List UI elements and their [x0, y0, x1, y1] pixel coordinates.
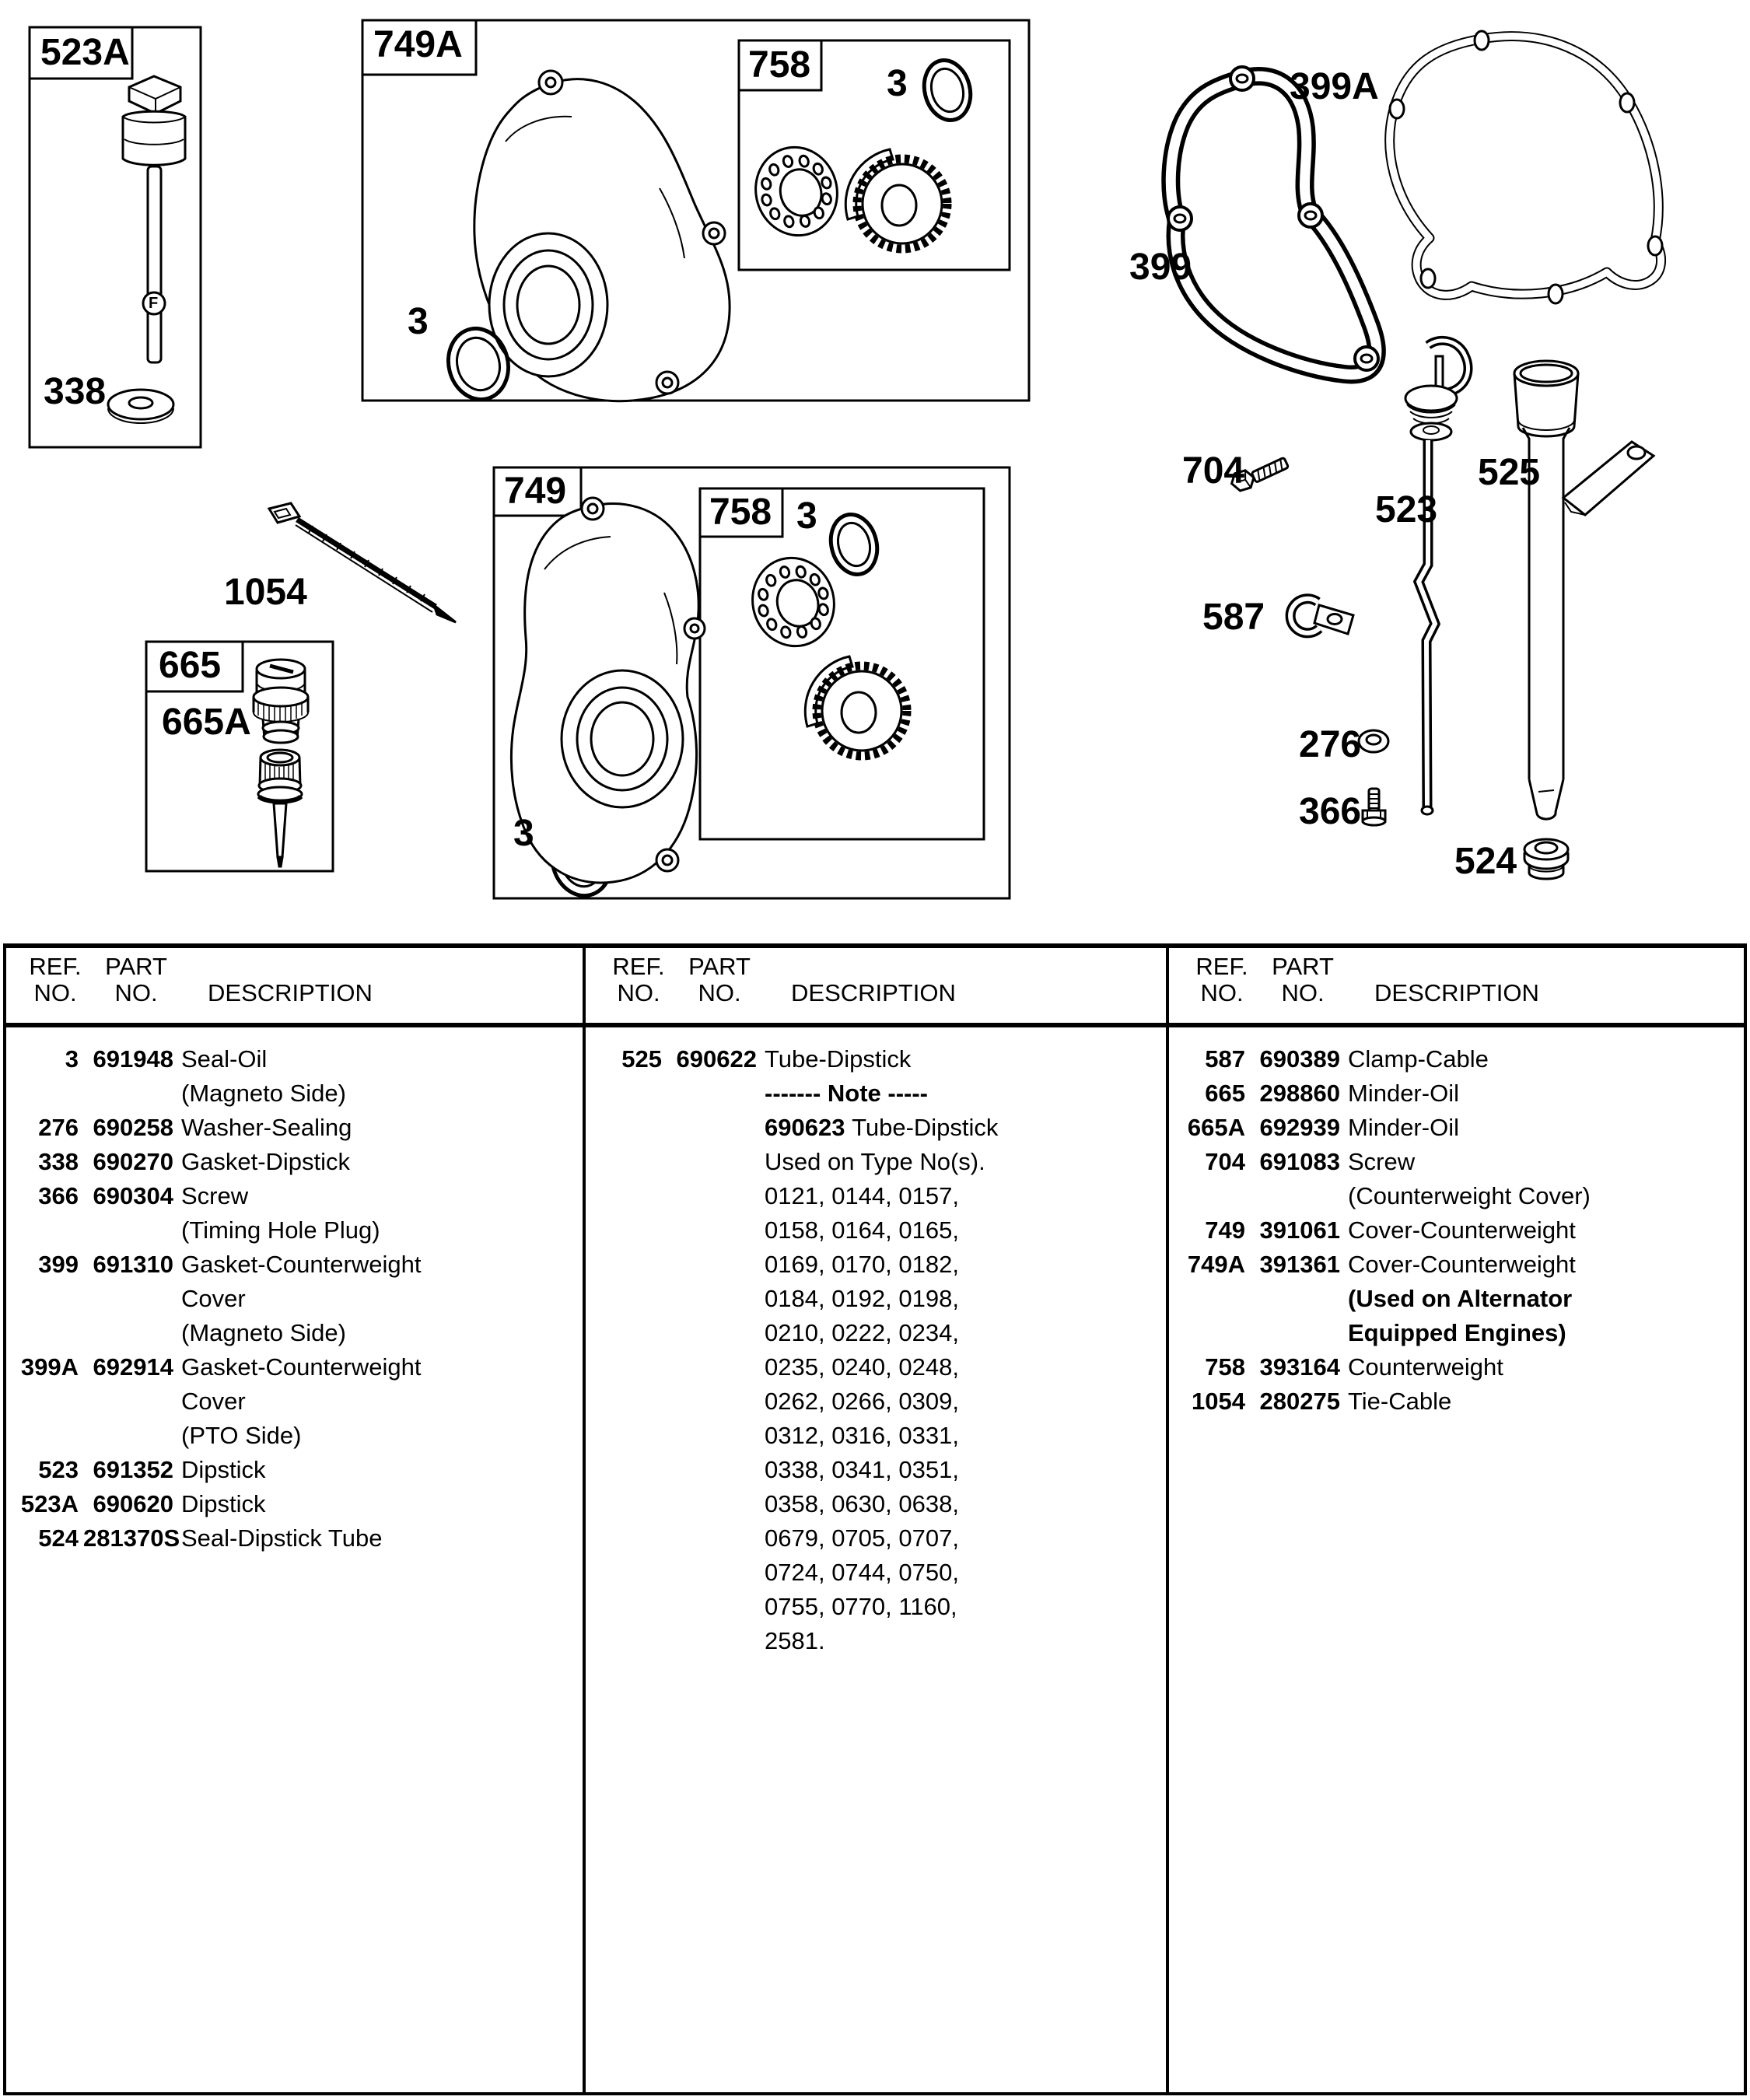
tube-dipstick-525-icon [1514, 361, 1654, 819]
table-row [4, 1042, 583, 1076]
table-row [587, 1419, 1167, 1453]
table-row [4, 1282, 583, 1316]
gasket-counterweight-399a-icon [1390, 31, 1662, 303]
description-cell: Seal-Oil [181, 1045, 268, 1073]
box-label-758-top: 758 [748, 44, 811, 86]
table-row [4, 1316, 583, 1350]
description-cell: 0679, 0705, 0707, [765, 1524, 959, 1552]
description-cell: 690623 Tube-Dipstick [765, 1114, 999, 1141]
table-row [1171, 1042, 1750, 1076]
table-row [587, 1350, 1167, 1384]
description-cell: Dipstick [181, 1456, 266, 1483]
table-row [587, 1487, 1167, 1521]
ref-no-cell: 399A [20, 1353, 79, 1381]
part-no-cell: 691352 [93, 1456, 173, 1483]
callout-3-758-top: 3 [887, 63, 908, 104]
seal-dipstick-tube-524-icon [1524, 839, 1568, 879]
part-no-cell: 690304 [93, 1182, 173, 1209]
table-row [1171, 1384, 1750, 1419]
callout-704: 704 [1182, 450, 1245, 492]
table-row [587, 1076, 1167, 1111]
table-row [4, 1179, 583, 1213]
description-cell: Seal-Dipstick Tube [181, 1524, 383, 1552]
table-row [1171, 1179, 1750, 1213]
ref-no-cell: 665A [1187, 1114, 1245, 1141]
table-column-2-rows [587, 1042, 1167, 1658]
table-row [587, 1213, 1167, 1248]
ref-no-cell: 587 [1205, 1045, 1245, 1073]
seal-oil-3-758-top-icon [918, 55, 976, 125]
table-row [4, 1453, 583, 1487]
description-cell: (Timing Hole Plug) [181, 1216, 380, 1244]
part-no-cell: 298860 [1259, 1080, 1340, 1107]
callout-3-749: 3 [513, 813, 534, 854]
description-cell: Washer-Sealing [181, 1114, 352, 1141]
table-column-1-rows [4, 1042, 583, 1556]
part-no-cell: 690258 [93, 1114, 173, 1141]
callout-3-749a: 3 [408, 301, 429, 342]
description-cell: 0169, 0170, 0182, [765, 1251, 959, 1278]
marker-f-label: F [149, 295, 159, 312]
table-row [1171, 1350, 1750, 1384]
seal-oil-3-758-bottom-icon [824, 509, 883, 579]
col3-header-part: PART NO. [1272, 953, 1334, 1006]
callout-338: 338 [44, 371, 107, 412]
part-no-cell: 690620 [93, 1490, 173, 1517]
description-cell: Dipstick [181, 1490, 266, 1517]
ref-no-cell: 525 [621, 1045, 662, 1073]
col3-header-desc: DESCRIPTION [1374, 979, 1539, 1006]
table-row [4, 1111, 583, 1145]
part-no-cell: 391061 [1259, 1216, 1340, 1244]
col3-header-ref: REF. NO. [1195, 953, 1248, 1006]
description-cell: Gasket-Counterweight [181, 1251, 422, 1278]
box-label-749a: 749A [373, 24, 463, 65]
description-cell: Tube-Dipstick [765, 1045, 912, 1073]
description-cell: (PTO Side) [181, 1422, 302, 1449]
description-cell: Screw [1348, 1148, 1416, 1175]
table-row [587, 1282, 1167, 1316]
part-no-cell: 280275 [1259, 1388, 1340, 1415]
callout-1054: 1054 [224, 572, 307, 613]
callout-665a: 665A [162, 702, 251, 743]
callout-3-758-bottom: 3 [796, 495, 817, 537]
table-row [4, 1350, 583, 1384]
table-border-top [3, 943, 1747, 948]
ref-no-cell: 366 [38, 1182, 79, 1209]
description-cell: 0312, 0316, 0331, [765, 1422, 959, 1449]
table-row [4, 1487, 583, 1521]
part-no-cell: 393164 [1259, 1353, 1340, 1381]
ref-no-cell: 276 [38, 1114, 79, 1141]
table-row [4, 1521, 583, 1556]
washer-sealing-276-icon [1359, 730, 1388, 753]
description-cell: 0158, 0164, 0165, [765, 1216, 959, 1244]
bearing-758-top-icon [745, 138, 847, 245]
description-cell: Gasket-Dipstick [181, 1148, 351, 1175]
description-cell: 0724, 0744, 0750, [765, 1559, 959, 1586]
table-row [587, 1316, 1167, 1350]
part-no-cell: 391361 [1259, 1251, 1340, 1278]
ref-no-cell: 749A [1187, 1251, 1245, 1278]
part-no-cell: 690389 [1259, 1045, 1340, 1073]
table-row [1171, 1213, 1750, 1248]
description-cell: Minder-Oil [1348, 1114, 1459, 1141]
description-cell: 0210, 0222, 0234, [765, 1319, 959, 1346]
table-row [587, 1590, 1167, 1624]
description-cell: Counterweight [1348, 1353, 1503, 1381]
description-cell: Equipped Engines) [1348, 1319, 1566, 1346]
screw-366-icon [1363, 789, 1385, 825]
table-row [1171, 1282, 1750, 1316]
table-row [587, 1111, 1167, 1145]
table-row [587, 1248, 1167, 1282]
col2-header-ref: REF. NO. [612, 953, 665, 1006]
col2-header-desc: DESCRIPTION [791, 979, 956, 1006]
cover-counterweight-749-icon [511, 498, 705, 883]
callout-523: 523 [1375, 489, 1438, 530]
dipstick-523-icon [1405, 341, 1468, 814]
description-cell: Cover-Counterweight [1348, 1216, 1576, 1244]
clamp-cable-587-icon [1290, 599, 1353, 634]
ref-no-cell: 399 [38, 1251, 79, 1278]
ref-no-cell: 665 [1205, 1080, 1245, 1107]
description-cell: (Used on Alternator [1348, 1285, 1573, 1312]
description-cell: 0184, 0192, 0198, [765, 1285, 959, 1312]
ref-no-cell: 523 [38, 1456, 79, 1483]
description-cell: (Counterweight Cover) [1348, 1182, 1591, 1209]
table-row [1171, 1316, 1750, 1350]
ref-no-cell: 758 [1205, 1353, 1245, 1381]
description-cell: 0235, 0240, 0248, [765, 1353, 959, 1381]
part-no-cell: 691948 [93, 1045, 173, 1073]
table-row [4, 1213, 583, 1248]
description-cell: Used on Type No(s). [765, 1148, 985, 1175]
table-row [4, 1384, 583, 1419]
callout-399a: 399A [1290, 66, 1379, 107]
counterweight-gear-758-bottom-icon [805, 656, 907, 756]
table-row [1171, 1248, 1750, 1282]
description-cell: 0338, 0341, 0351, [765, 1456, 959, 1483]
box-label-523a: 523A [40, 32, 130, 73]
description-cell: (Magneto Side) [181, 1319, 346, 1346]
table-row [1171, 1111, 1750, 1145]
description-cell: Clamp-Cable [1348, 1045, 1489, 1073]
part-no-cell: 692914 [93, 1353, 173, 1381]
cover-counterweight-749a-icon [474, 71, 730, 401]
table-header-separator [3, 1023, 1747, 1027]
table-row [587, 1556, 1167, 1590]
description-cell: Cover [181, 1388, 246, 1415]
col1-header-ref: REF. NO. [29, 953, 82, 1006]
callout-399: 399 [1129, 247, 1192, 288]
box-label-665: 665 [159, 645, 222, 686]
description-cell: 2581. [765, 1627, 825, 1654]
ref-no-cell: 1054 [1192, 1388, 1245, 1415]
callout-276: 276 [1299, 724, 1362, 765]
part-no-cell: 691310 [93, 1251, 173, 1278]
table-row [1171, 1076, 1750, 1111]
table-row [587, 1145, 1167, 1179]
dipstick-523a-icon [108, 76, 185, 423]
table-row [587, 1384, 1167, 1419]
bearing-758-bottom-icon [742, 548, 844, 656]
table-border-bottom [3, 2092, 1747, 2095]
callout-587: 587 [1202, 597, 1265, 638]
description-cell: Minder-Oil [1348, 1080, 1459, 1107]
table-row [4, 1076, 583, 1111]
ref-no-cell: 338 [38, 1148, 79, 1175]
part-no-cell: 692939 [1259, 1114, 1340, 1141]
description-cell: 0358, 0630, 0638, [765, 1490, 959, 1517]
table-row [4, 1145, 583, 1179]
table-row [587, 1453, 1167, 1487]
ref-no-cell: 704 [1205, 1148, 1245, 1175]
ref-no-cell: 523A [20, 1490, 79, 1517]
description-cell: Screw [181, 1182, 249, 1209]
description-cell: Gasket-Counterweight [181, 1353, 422, 1381]
description-cell: 0121, 0144, 0157, [765, 1182, 959, 1209]
callout-524: 524 [1454, 841, 1517, 882]
col2-header-part: PART NO. [688, 953, 751, 1006]
col1-header-part: PART NO. [105, 953, 167, 1006]
box-label-749: 749 [504, 471, 567, 512]
description-cell: (Magneto Side) [181, 1080, 346, 1107]
minder-oil-665-icon [254, 660, 308, 743]
part-no-cell: 690270 [93, 1148, 173, 1175]
callout-366: 366 [1299, 791, 1362, 832]
table-row [587, 1624, 1167, 1658]
description-cell: Cover [181, 1285, 246, 1312]
part-no-cell: 691083 [1259, 1148, 1340, 1175]
box-label-758-bottom: 758 [709, 492, 772, 533]
table-row [587, 1042, 1167, 1076]
minder-oil-665a-icon [258, 750, 302, 866]
part-no-cell: 690622 [676, 1045, 757, 1073]
gasket-counterweight-399-icon [1168, 67, 1378, 374]
table-row [587, 1179, 1167, 1213]
col1-header-desc: DESCRIPTION [208, 979, 373, 1006]
description-cell: 0262, 0266, 0309, [765, 1388, 959, 1415]
table-row [1171, 1145, 1750, 1179]
part-no-cell: 281370S [83, 1524, 180, 1552]
description-cell: ------- Note ----- [765, 1080, 928, 1107]
counterweight-gear-758-top-icon [845, 149, 947, 249]
description-cell: 0755, 0770, 1160, [765, 1593, 957, 1620]
table-row [587, 1521, 1167, 1556]
ref-no-cell: 3 [65, 1045, 79, 1073]
table-column-3-rows [1171, 1042, 1750, 1419]
ref-no-cell: 524 [38, 1524, 79, 1552]
table-row [4, 1248, 583, 1282]
table-row [4, 1419, 583, 1453]
description-cell: Tie-Cable [1348, 1388, 1452, 1415]
ref-no-cell: 749 [1205, 1216, 1245, 1244]
callout-525: 525 [1478, 452, 1541, 493]
description-cell: Cover-Counterweight [1348, 1251, 1576, 1278]
